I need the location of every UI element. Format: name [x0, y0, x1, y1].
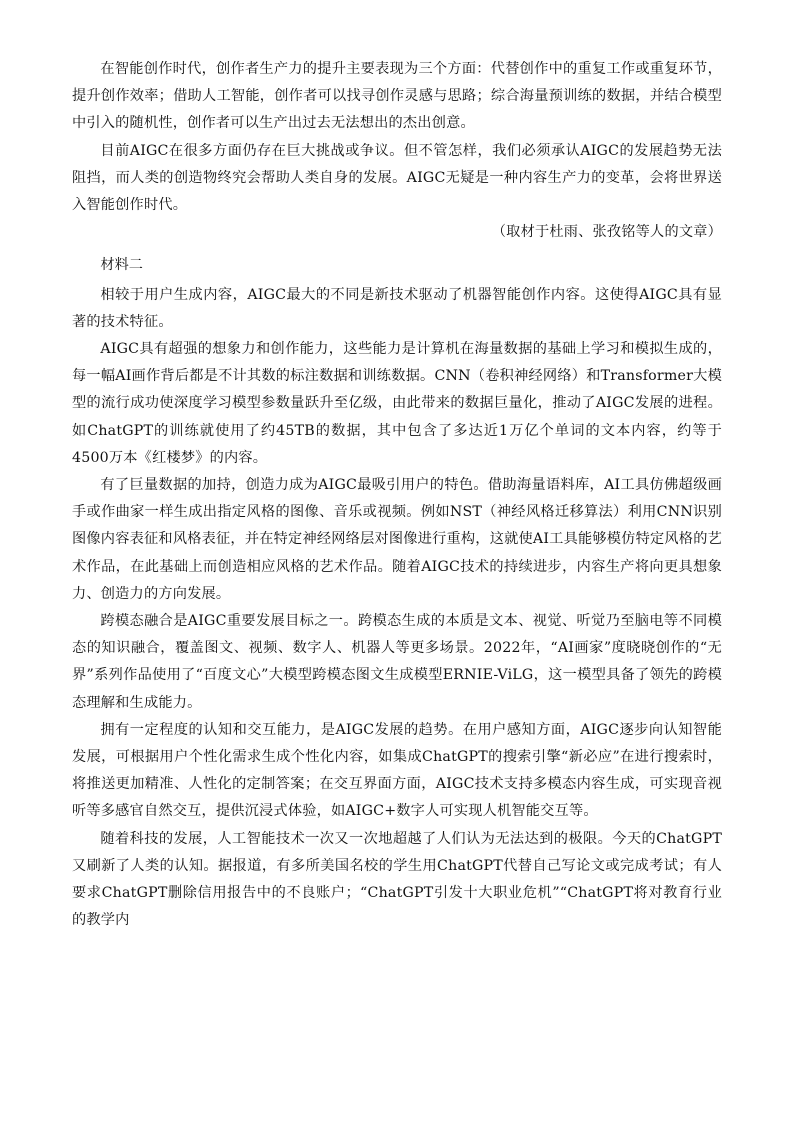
paragraph-creativity: 有了巨量数据的加持，创造力成为AIGC最吸引用户的特色。借助海量语料库，AI工具仿佛超级画手或作曲家一样生成出指定风格的图像、音乐或视频。例如NST（神经风格迁移算法）利用CNN识别图像内容表征和风格表征，并在特定神经网络层对图像进行重构，这就使AI工具能够模仿特定风格的艺术作品，在此基础上而创造相应风格的艺术作品。随着AIGC技术的持续进步，内容生产将向更具想象力、创造力的方向发展。 — [72, 477, 722, 602]
paragraph-cross-modal: 跨模态融合是AIGC重要发展目标之一。跨模态生成的本质是文本、视觉、听觉乃至脑电等不同模态的知识融合，覆盖图文、视频、数字人、机器人等更多场景。2022年，“AI画家”度晓晓创作的“无界”系列作品使用了“百度文心”大模型跨模态图文生成模型ERNIE-ViLG，这一模型具备了领先的跨模态理解和生成能力。 — [72, 613, 722, 711]
source-citation: （取材于杜雨、张孜铭等人的文章） — [491, 224, 722, 241]
section-heading-material-2: 材料二 — [100, 257, 143, 274]
paragraph-cognition: 拥有一定程度的认知和交互能力，是AIGC发展的趋势。在用户感知方面，AIGC逐步向认知智能发展，可根据用户个性化需求生成个性化内容，如集成ChatGPT的搜索引擎“新必应”在进行搜索时，将推送更加精准、人性化的定制答案；在交互界面方面，AIGC技术支持多模态内容生成，可实现音视听等多感官自然交互，提供沉浸式体验，如AIGC+数字人可实现人机智能交互等。 — [72, 721, 722, 820]
paragraph-chatgpt: 随着科技的发展，人工智能技术一次又一次地超越了人们认为无法达到的极限。今天的ChatGPT又刷新了人类的认知。据报道，有多所美国名校的学生用ChatGPT代替自己写论文或完成考试；有人要求ChatGPT删除信用报告中的不良账户；“ChatGPT引发十大职业危机”“ChatGPT将对教育行业的教学内 — [72, 830, 722, 929]
paragraph-imagination: AIGC具有超强的想象力和创作能力，这些能力是计算机在海量数据的基础上学习和模拟生成的，每一幅AI画作背后都是不计其数的标注数据和训练数据。CNN（卷积神经网络）和Transformer大模型的流行成功使深度学习模型参数量跃升至亿级，由此带来的数据巨量化，推动了AIGC发展的进程。如ChatGPT的训练就使用了约45TB的数据，其中包含了多达近1万亿个单词的文本内容，约等于4500万本《红楼梦》的内容。 — [72, 341, 722, 466]
paragraph-aigc-challenges: 目前AIGC在很多方面仍存在巨大挑战或争议。但不管怎样，我们必须承认AIGC的发展趋势无法阻挡，而人类的创造物终究会帮助人类自身的发展。AIGC无疑是一种内容生产力的变革，会将世界送入智能创作时代。 — [72, 142, 722, 214]
paragraph-productivity: 在智能创作时代，创作者生产力的提升主要表现为三个方面：代替创作中的重复工作或重复环节，提升创作效率；借助人工智能，创作者可以找寻创作灵感与思路；综合海量预训练的数据，并结合模型中引入的随机性，创作者可以生产出过去无法想出的杰出创意。 — [72, 61, 722, 132]
document-page — [72, 56, 722, 935]
paragraph-aigc-difference: 相较于用户生成内容，AIGC最大的不同是新技术驱动了机器智能创作内容。这使得AIGC具有显著的技术特征。 — [72, 286, 722, 330]
